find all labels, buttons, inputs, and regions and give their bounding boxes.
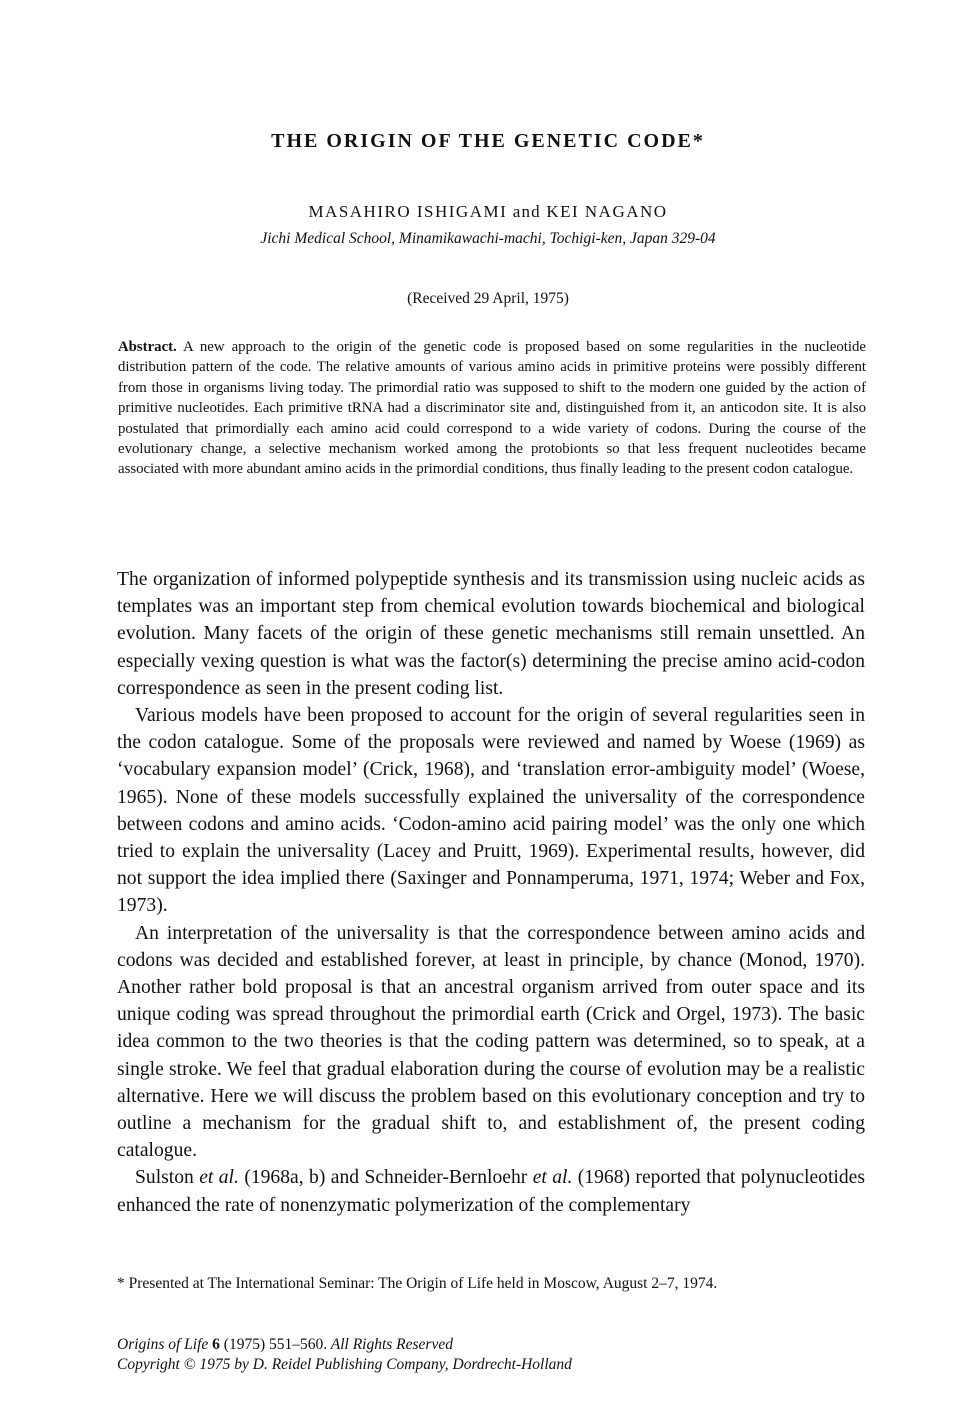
citation-author: Sulston (135, 1167, 194, 1189)
author-line (0, 202, 976, 222)
abstract-text: A new approach to the origin of the genetic code is proposed based on some regularities in the nucleotide distribution pattern of the code. The relative amounts of various amino acids in primitive proteins were possibly different from those in organisms living today. The primordial ratio was supposed to shift to the modern one guided by the action of primitive nucleotides. Each primitive tRNA had a discriminator site and, distinguished from it, an anticodon site. It is also postulated that primordially each amino acid could correspond to a wide variety of codons. During the course of the evolutionary change, a selective mechanism worked among the protobionts so that less frequent nucleotides became associated with more abundant amino acids in the primordial conditions, thus finally leading to the present codon catalogue. (118, 339, 866, 478)
footnote: * Presented at The International Seminar: The Origin of Life held in Moscow, August 2–7, 1974. (117, 1275, 718, 1292)
abstract-label: Abstract. (118, 339, 177, 355)
et-al: et al. (199, 1167, 239, 1189)
author-name: KEI NAGANO (546, 202, 668, 221)
abstract (118, 337, 866, 480)
citation-line (117, 1335, 867, 1355)
et-al: et al. (532, 1167, 573, 1189)
journal-pages: (1975) 551–560. (223, 1336, 328, 1353)
paragraph-text: (1968a, b) and Schneider-Bernloehr (244, 1167, 528, 1189)
author-conjunction: and (512, 202, 541, 221)
body-paragraph: The organization of informed polypeptide synthesis and its transmission using nucleic acids as templates was an important step from chemical evolution towards biochemical and biological evolution. Many facets of the origin of these genetic mechanisms still remain unsettled. An especially vexing question is what was the factor(s) determining the precise amino acid-codon correspondence as seen in the present coding list. (117, 569, 865, 699)
paragraph-text: (1968) reported that polynucleotides enhanced the rate of nonenzymatic polymerization of the complementary (117, 1167, 865, 1216)
body-paragraph: Various models have been proposed to account for the origin of several regularities seen in the codon catalogue. Some of the proposals were reviewed and named by Woese (1969) as ‘vocabulary expansion model’ (Crick, 1968), and ‘translation error-ambiguity model’ (Woese, 1965). None of these models successfully explained the universality of the correspondence between codons and amino acids. ‘Codon-amino acid pairing model’ was the only one which tried to explain the universality (Lacey and Pruitt, 1969). Experimental results, however, did not support the idea implied there (Saxinger and Ponnamperuma, 1971, 1974; Weber and Fox, 1973). (117, 705, 865, 917)
copyright: Copyright © 1975 by D. Reidel Publishing Company, Dordrecht-Holland (117, 1356, 572, 1373)
journal-info (117, 1335, 867, 1375)
body-text (117, 566, 865, 1219)
body-paragraph (117, 1164, 865, 1218)
paper-title: THE ORIGIN OF THE GENETIC CODE* (271, 130, 705, 152)
rights: All Rights Reserved (330, 1336, 453, 1353)
journal-volume: 6 (212, 1336, 220, 1353)
journal-name: Origins of Life (117, 1336, 209, 1353)
author-name: MASAHIRO ISHIGAMI (308, 202, 508, 221)
body-paragraph: An interpretation of the universality is that the correspondence between amino acids and codons was decided and established forever, at least in principle, by chance (Monod, 1970). Another rather bold proposal is that an ancestral organism arrived from outer space and its unique coding was spread throughout the primordial earth (Crick and Orgel, 1973). The basic idea common to the two theories is that the coding pattern was determined, so to speak, at a single stroke. We feel that gradual elaboration during the course of evolution may be a realistic alternative. Here we will discuss the problem based on this evolutionary conception and try to outline a mechanism for the gradual shift to, and establishment of, the present coding catalogue. (117, 922, 865, 1162)
received-date: (Received 29 April, 1975) (407, 290, 569, 307)
affiliation: Jichi Medical School, Minamikawachi-machi, Tochigi-ken, Japan 329-04 (260, 230, 716, 247)
